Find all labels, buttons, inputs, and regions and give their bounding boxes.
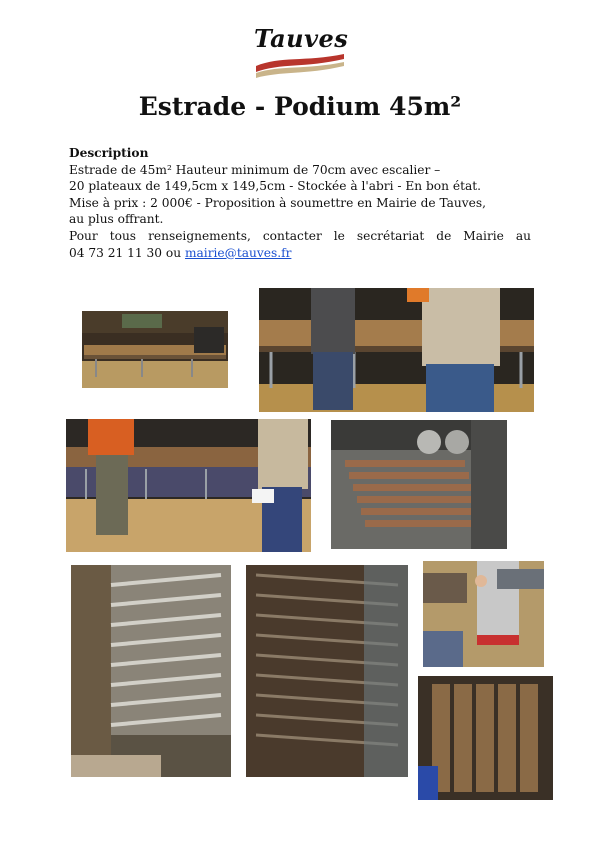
description-heading: Description — [69, 146, 149, 160]
photo-stage-walking-men — [66, 419, 311, 552]
description-line: Estrade de 45m² Hauteur minimum de 70cm avec escalier – — [69, 162, 441, 177]
email-link[interactable]: mairie@tauves.fr — [184, 245, 292, 260]
description-line: 20 plateaux de 149,5cm x 149,5cm - Stockée à l'abri - En bon état. — [69, 179, 482, 194]
photo-wooden-panels-store — [418, 676, 553, 800]
photo-stage-hall-wide — [82, 311, 228, 388]
photo-stacked-frames-corner — [71, 565, 231, 777]
description-line: au plus offrant. — [69, 212, 164, 227]
photo-stage-two-men — [259, 288, 534, 412]
description-line: Mise à prix : 2 000€ - Proposition à soumettre en Mairie de Tauves, — [69, 195, 486, 210]
tauves-logo — [250, 22, 350, 80]
page-title: Estrade - Podium 45m² — [138, 92, 462, 121]
phone-number: 04 73 21 11 30 ou — [69, 245, 185, 260]
description-line: Pour tous renseignements, contacter le secrétariat de Mairie au — [69, 228, 531, 243]
logo-wave-icon — [250, 22, 350, 80]
logo-text: Tauves — [254, 24, 349, 53]
photo-stacked-panels — [246, 565, 408, 777]
photo-stacked-frames-wheels — [331, 420, 507, 549]
description-block — [69, 145, 531, 261]
contact-line — [69, 245, 531, 262]
photo-handshake — [423, 561, 544, 667]
